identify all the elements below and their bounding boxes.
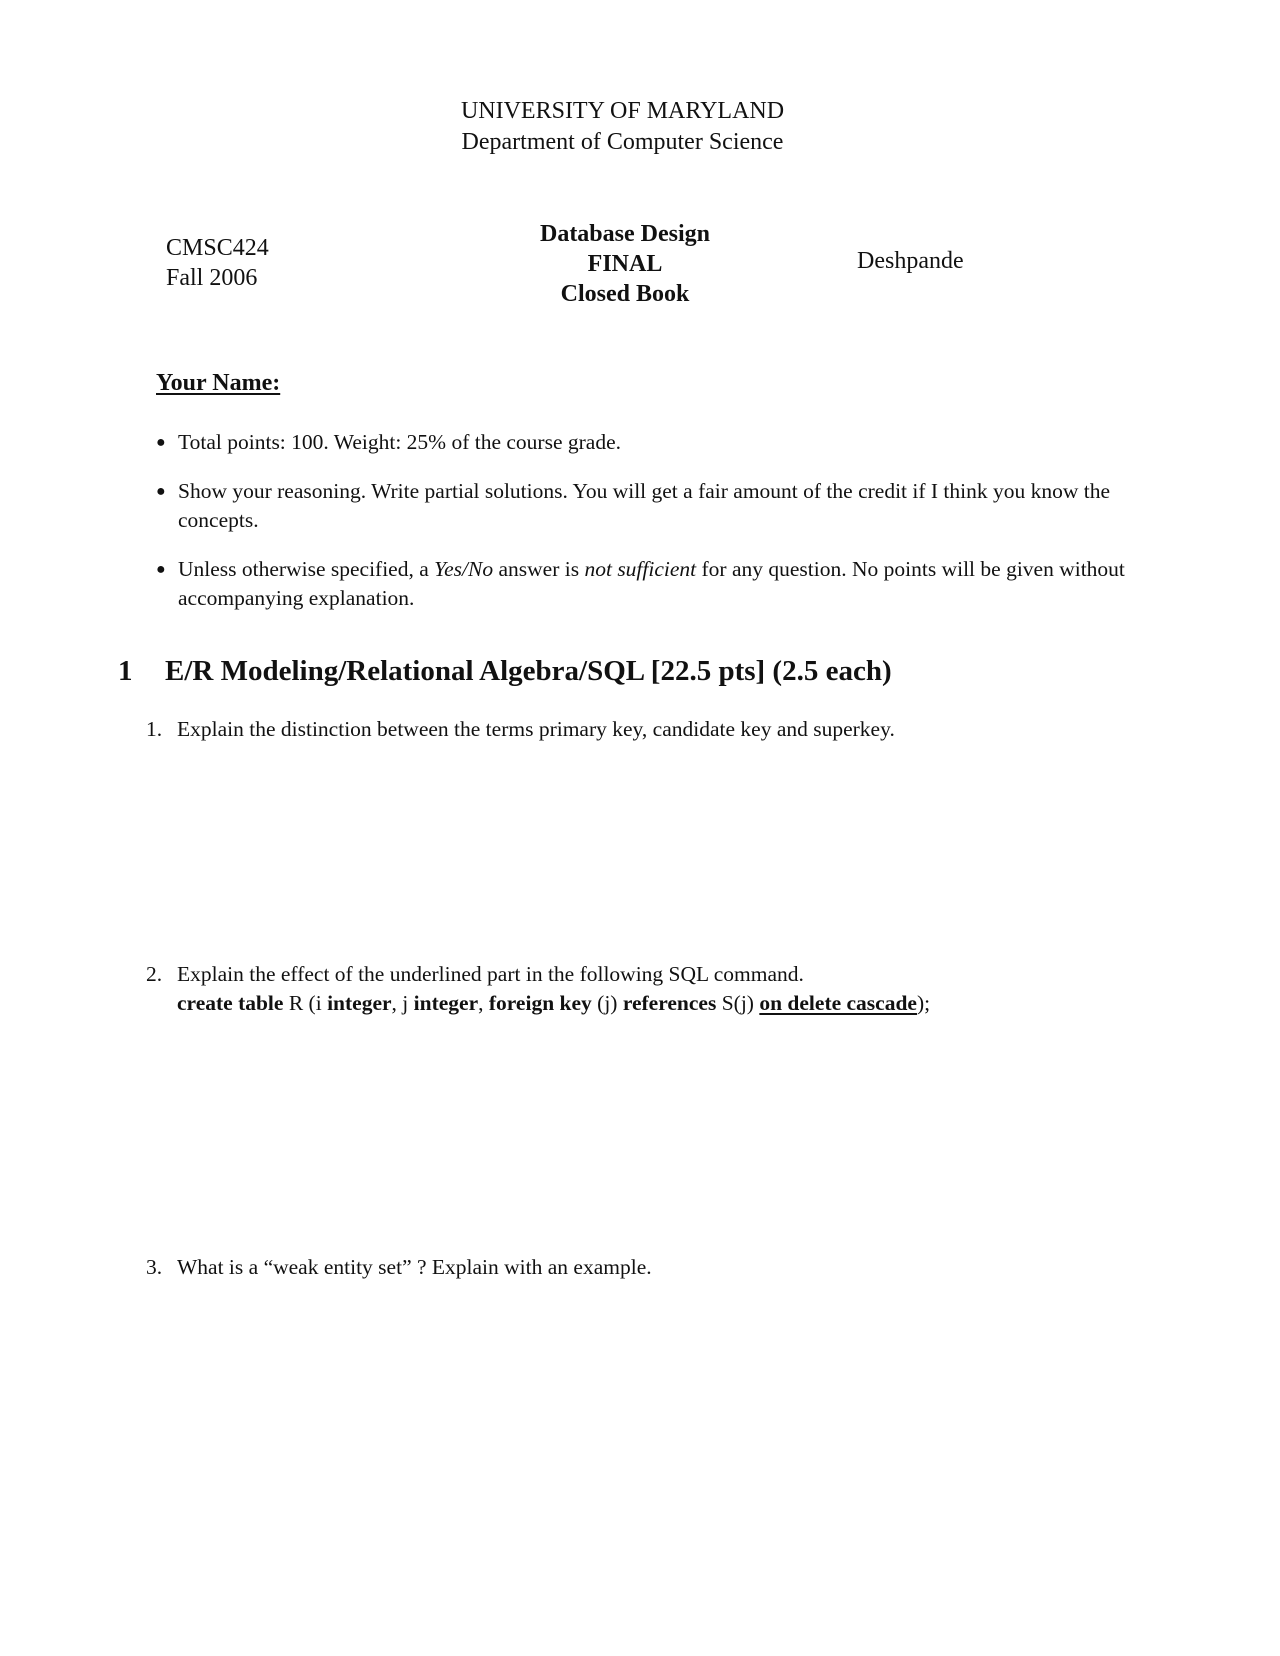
bullet-icon: ● <box>156 434 166 451</box>
section-title: E/R Modeling/Relational Algebra/SQL [22.5 pts] (2.5 each) <box>165 655 892 687</box>
sql-keyword: integer <box>413 991 479 1015</box>
section-heading <box>118 655 892 688</box>
university-name: UNIVERSITY OF MARYLAND <box>460 98 785 124</box>
instruction-item <box>156 428 1146 457</box>
your-name-label: Your Name: <box>156 370 281 396</box>
instruction-text-part: for any question. No points will be given without accompanying explanation. <box>178 557 1125 610</box>
question-2 <box>146 957 804 991</box>
instructor-name: Deshpande <box>857 248 964 274</box>
instruction-item <box>156 555 1146 613</box>
question-number: 2. <box>146 962 163 986</box>
sql-keyword: references <box>622 991 717 1015</box>
question-1 <box>146 712 895 746</box>
exam-title-block <box>470 219 780 309</box>
sql-text: S(j) <box>716 991 760 1015</box>
sql-text: R (i <box>283 991 328 1015</box>
instruction-text-part: answer is <box>493 557 585 581</box>
course-code: CMSC424 <box>166 235 269 261</box>
bullet-icon: ● <box>156 561 166 578</box>
exam-type: FINAL <box>587 251 663 277</box>
section-number: 1 <box>118 655 133 687</box>
question-text: Explain the effect of the underlined part in the following SQL command. <box>177 962 804 986</box>
sql-text: (j) <box>591 991 623 1015</box>
instruction-text <box>178 557 1125 610</box>
instructions-list <box>156 428 1146 633</box>
question-number: 1. <box>146 717 163 741</box>
sql-text: ); <box>916 991 931 1015</box>
sql-text: , j <box>391 991 414 1015</box>
sql-keyword: integer <box>327 991 392 1015</box>
course-term: Fall 2006 <box>166 265 258 291</box>
instruction-emphasis: Yes/No <box>434 557 494 581</box>
course-info <box>166 233 269 293</box>
question-text: Explain the distinction between the terms primary key, candidate key and superkey. <box>177 717 895 741</box>
sql-keyword: create table <box>177 991 284 1015</box>
question-3 <box>146 1250 652 1284</box>
bullet-icon: ● <box>156 483 166 500</box>
exam-format: Closed Book <box>560 281 690 307</box>
sql-command <box>177 991 930 1016</box>
question-number: 3. <box>146 1255 163 1279</box>
sql-text: , <box>478 991 489 1015</box>
department-name: Department of Computer Science <box>461 129 784 155</box>
sql-keyword: foreign key <box>488 991 592 1015</box>
instruction-text-part: Unless otherwise specified, a <box>178 557 435 581</box>
sql-underlined-keyword: on delete cascade <box>759 991 917 1015</box>
exam-title: Database Design <box>539 221 710 247</box>
university-header <box>0 96 1245 158</box>
instruction-emphasis: not sufficient <box>584 557 697 581</box>
instruction-text: Total points: 100. Weight: 25% of the course grade. <box>178 430 621 454</box>
question-text: What is a “weak entity set” ? Explain with an example. <box>177 1255 652 1279</box>
instruction-text: Show your reasoning. Write partial solutions. You will get a fair amount of the credit if I think you know the concepts. <box>178 479 1111 532</box>
instruction-item <box>156 477 1146 535</box>
